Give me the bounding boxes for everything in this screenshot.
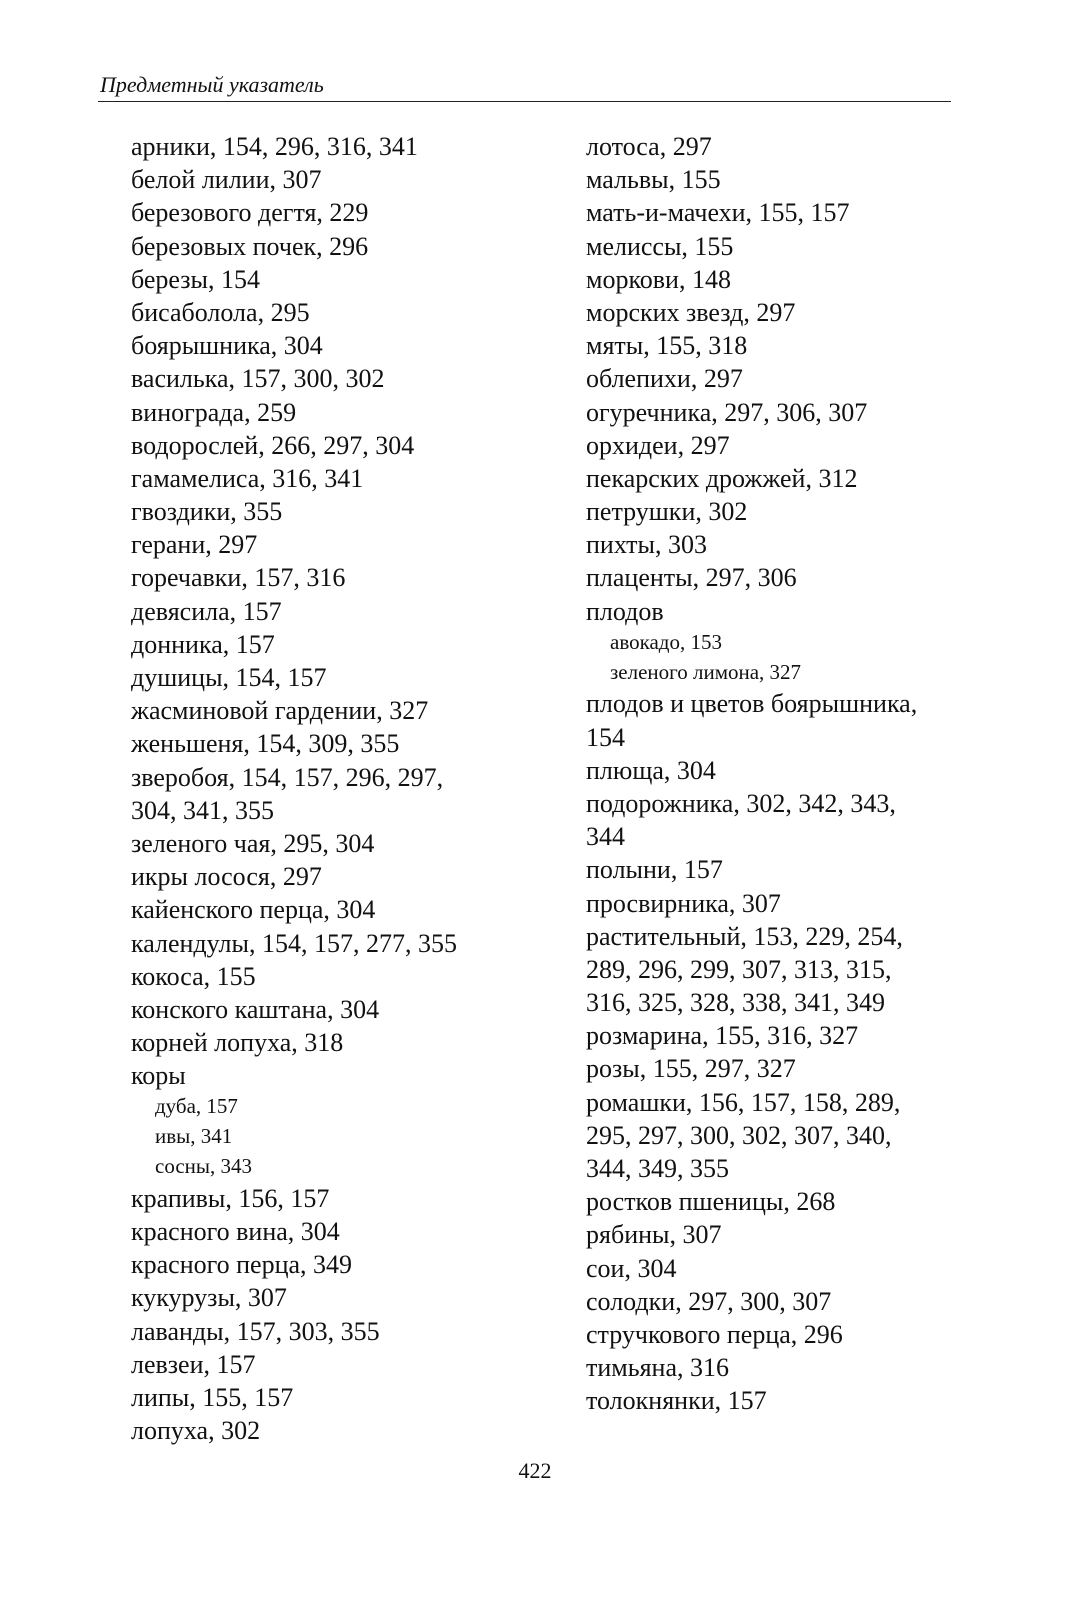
index-entry: лаванды, 157, 303, 355: [131, 1316, 380, 1346]
index-entry: водорослей, 266, 297, 304: [131, 430, 415, 460]
index-subentry: ивы, 341: [155, 1124, 233, 1149]
index-entry: 344: [586, 822, 625, 852]
index-entry: орхидеи, 297: [586, 430, 730, 460]
index-entry: икры лосося, 297: [131, 862, 322, 892]
index-entry: девясила, 157: [131, 596, 282, 626]
index-entry: жасминовой гардении, 327: [131, 696, 429, 726]
index-entry: березы, 154: [131, 264, 261, 294]
index-entry: календулы, 154, 157, 277, 355: [131, 928, 457, 958]
index-entry: пекарских дрожжей, 312: [586, 463, 858, 493]
index-entry: белой лилии, 307: [131, 165, 322, 195]
index-entry: липы, 155, 157: [131, 1382, 294, 1412]
index-entry: облепихи, 297: [586, 364, 743, 394]
index-entry: березовых почек, 296: [131, 231, 369, 261]
index-entry: душицы, 154, 157: [131, 663, 327, 692]
index-entry: плаценты, 297, 306: [586, 563, 797, 593]
index-entry: розмарина, 155, 316, 327: [586, 1021, 859, 1051]
index-entry: просвирника, 307: [586, 888, 781, 918]
index-entry: герани, 297: [131, 530, 258, 560]
index-entry: 154: [586, 722, 625, 752]
index-entry: моркови, 148: [586, 264, 731, 294]
index-subentry: зеленого лимона, 327: [610, 659, 802, 684]
index-entry: розы, 155, 297, 327: [586, 1054, 796, 1084]
index-entry: василька, 157, 300, 302: [131, 364, 385, 394]
index-entry: морских звезд, 297: [586, 297, 796, 327]
index-entry: гамамелиса, 316, 341: [131, 463, 364, 493]
index-entry: петрушки, 302: [586, 497, 748, 527]
index-entry: плодов и цветов боярышника,: [586, 689, 918, 719]
index-entry: 295, 297, 300, 302, 307, 340,: [586, 1120, 892, 1150]
index-entry: ростков пшеницы, 268: [586, 1187, 836, 1217]
index-entry: зверобоя, 154, 157, 296, 297,: [131, 762, 444, 792]
index-entry: горечавки, 157, 316: [131, 563, 346, 593]
index-entry: левзеи, 157: [131, 1349, 256, 1379]
index-entry: коры: [131, 1061, 186, 1091]
index-entry: пихты, 303: [586, 530, 708, 560]
index-entry: плодов: [586, 596, 664, 626]
index-entry: 344, 349, 355: [586, 1154, 729, 1184]
index-entry: лотоса, 297: [586, 132, 712, 161]
index-entry: мяты, 155, 318: [586, 331, 748, 361]
index-entry: красного перца, 349: [131, 1250, 353, 1280]
index-column-left: [131, 130, 551, 1447]
index-entry: солодки, 297, 300, 307: [586, 1286, 832, 1316]
page-number: 422: [518, 1458, 552, 1483]
index-entry: ромашки, 156, 157, 158, 289,: [586, 1087, 901, 1117]
index-entry: полыни, 157: [586, 855, 723, 885]
index-entry: красного вина, 304: [131, 1217, 340, 1247]
index-entry: 316, 325, 328, 338, 341, 349: [586, 988, 885, 1018]
index-entry: корней лопуха, 318: [131, 1028, 344, 1058]
index-entry: стручкового перца, 296: [586, 1319, 843, 1349]
index-entry: кокоса, 155: [131, 961, 256, 991]
index-entry: кукурузы, 307: [131, 1283, 287, 1313]
index-entry: мелиссы, 155: [586, 231, 734, 261]
index-entry: подорожника, 302, 342, 343,: [586, 788, 896, 818]
index-entry: плюща, 304: [586, 755, 716, 785]
index-subentry: сосны, 343: [155, 1154, 253, 1179]
header-rule: [98, 101, 951, 102]
index-entry: гвоздики, 355: [131, 497, 283, 527]
index-entry: конского каштана, 304: [131, 994, 380, 1024]
index-entry: огуречника, 297, 306, 307: [586, 397, 868, 427]
index-entry: растительный, 153, 229, 254,: [586, 921, 903, 951]
index-entry: березового дегтя, 229: [131, 198, 369, 228]
index-column-right: [586, 130, 986, 1418]
index-entry: 304, 341, 355: [131, 795, 274, 825]
index-entry: сои, 304: [586, 1253, 677, 1283]
index-entry: кайенского перца, 304: [131, 895, 376, 925]
index-entry: винограда, 259: [131, 397, 297, 427]
index-entry: лопуха, 302: [131, 1416, 261, 1446]
index-entry: рябины, 307: [586, 1220, 722, 1250]
index-entry: мальвы, 155: [586, 165, 721, 195]
index-entry: толокнянки, 157: [586, 1386, 767, 1416]
index-entry: бисаболола, 295: [131, 297, 310, 327]
running-head: Предметный указатель: [100, 72, 324, 97]
index-subentry: авокадо, 153: [610, 629, 722, 654]
index-entry: 289, 296, 299, 307, 313, 315,: [586, 954, 892, 984]
index-entry: зеленого чая, 295, 304: [131, 828, 375, 858]
index-entry: боярышника, 304: [131, 331, 323, 361]
index-entry: женьшеня, 154, 309, 355: [131, 729, 400, 759]
index-entry: донника, 157: [131, 629, 275, 659]
index-subentry: дуба, 157: [155, 1094, 238, 1119]
index-entry: арники, 154, 296, 316, 341: [131, 132, 418, 161]
index-entry: мать-и-мачехи, 155, 157: [586, 198, 850, 228]
index-entry: крапивы, 156, 157: [131, 1183, 330, 1213]
index-entry: тимьяна, 316: [586, 1353, 729, 1383]
